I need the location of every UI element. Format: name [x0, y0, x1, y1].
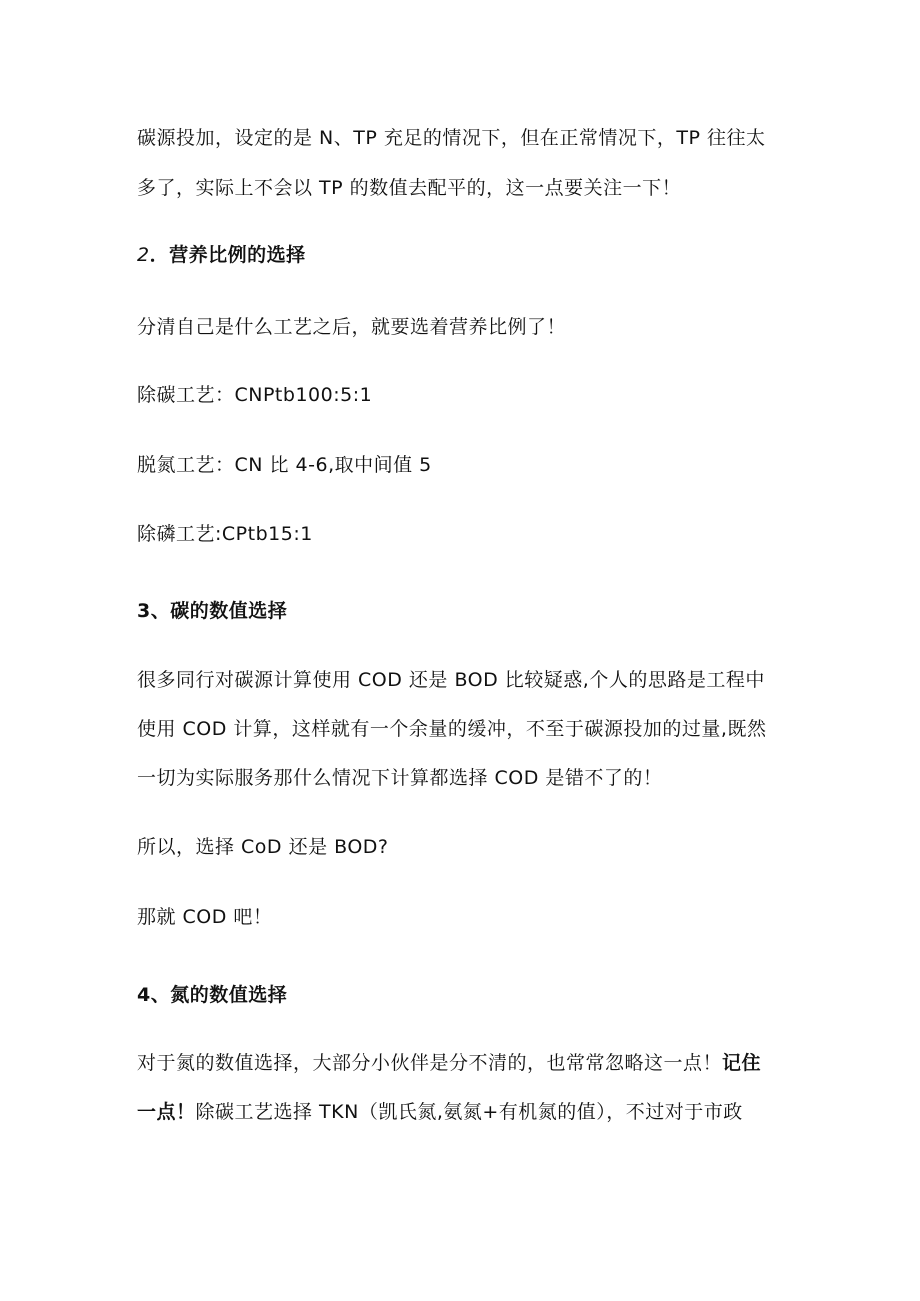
paragraph-4-line-1 — [137, 1050, 797, 1076]
answer-line: 那就 COD 吧！ — [137, 906, 273, 928]
paragraph-4-line-1-emphasis: 记住 — [722, 1052, 762, 1074]
paragraph-4-line-1-text: 对于氮的数值选择，大部分小伙伴是分不清的，也常常忽略这一点！ — [137, 1052, 723, 1074]
section-2-title: ．营养比例的选择 — [149, 244, 306, 266]
section-2-number: 2 — [137, 244, 150, 266]
paragraph-1-line-1: 碳源投加，设定的是 N、TP 充足的情况下，但在正常情况下，TP 往往太 — [137, 127, 766, 149]
paragraph-4-line-2-text: 除碳工艺选择 TKN（凯氏氮,氨氮+有机氮的值），不过对于市政 — [195, 1101, 743, 1123]
section-4-heading: 4、氮的数值选择 — [137, 984, 288, 1006]
paragraph-1-line-2: 多了，实际上不会以 TP 的数值去配平的，这一点要关注一下！ — [137, 177, 682, 199]
paragraph-3-line-2: 使用 COD 计算，这样就有一个余量的缓冲，不至于碳源投加的过量,既然 — [137, 718, 767, 740]
paragraph-3-line-3: 一切为实际服务那什么情况下计算都选择 COD 是错不了的！ — [137, 767, 663, 789]
paragraph-4-line-2-emphasis: 一点！ — [137, 1101, 196, 1123]
ratio-nitrogen: 脱氮工艺：CN 比 4-6,取中间值 5 — [137, 454, 432, 476]
section-3-heading: 3、碳的数值选择 — [137, 600, 288, 622]
question-line: 所以，选择 CoD 还是 BOD? — [137, 836, 389, 858]
ratio-carbon: 除碳工艺：CNPtb100:5:1 — [137, 384, 373, 406]
section-2-heading — [137, 242, 797, 268]
ratio-phosphorus: 除磷工艺:CPtb15:1 — [137, 523, 313, 545]
paragraph-4-line-2 — [137, 1099, 797, 1125]
paragraph-3-line-1: 很多同行对碳源计算使用 COD 还是 BOD 比较疑惑,个人的思路是工程中 — [137, 669, 765, 691]
section-2-intro: 分清自己是什么工艺之后，就要选着营养比例了！ — [137, 316, 567, 338]
